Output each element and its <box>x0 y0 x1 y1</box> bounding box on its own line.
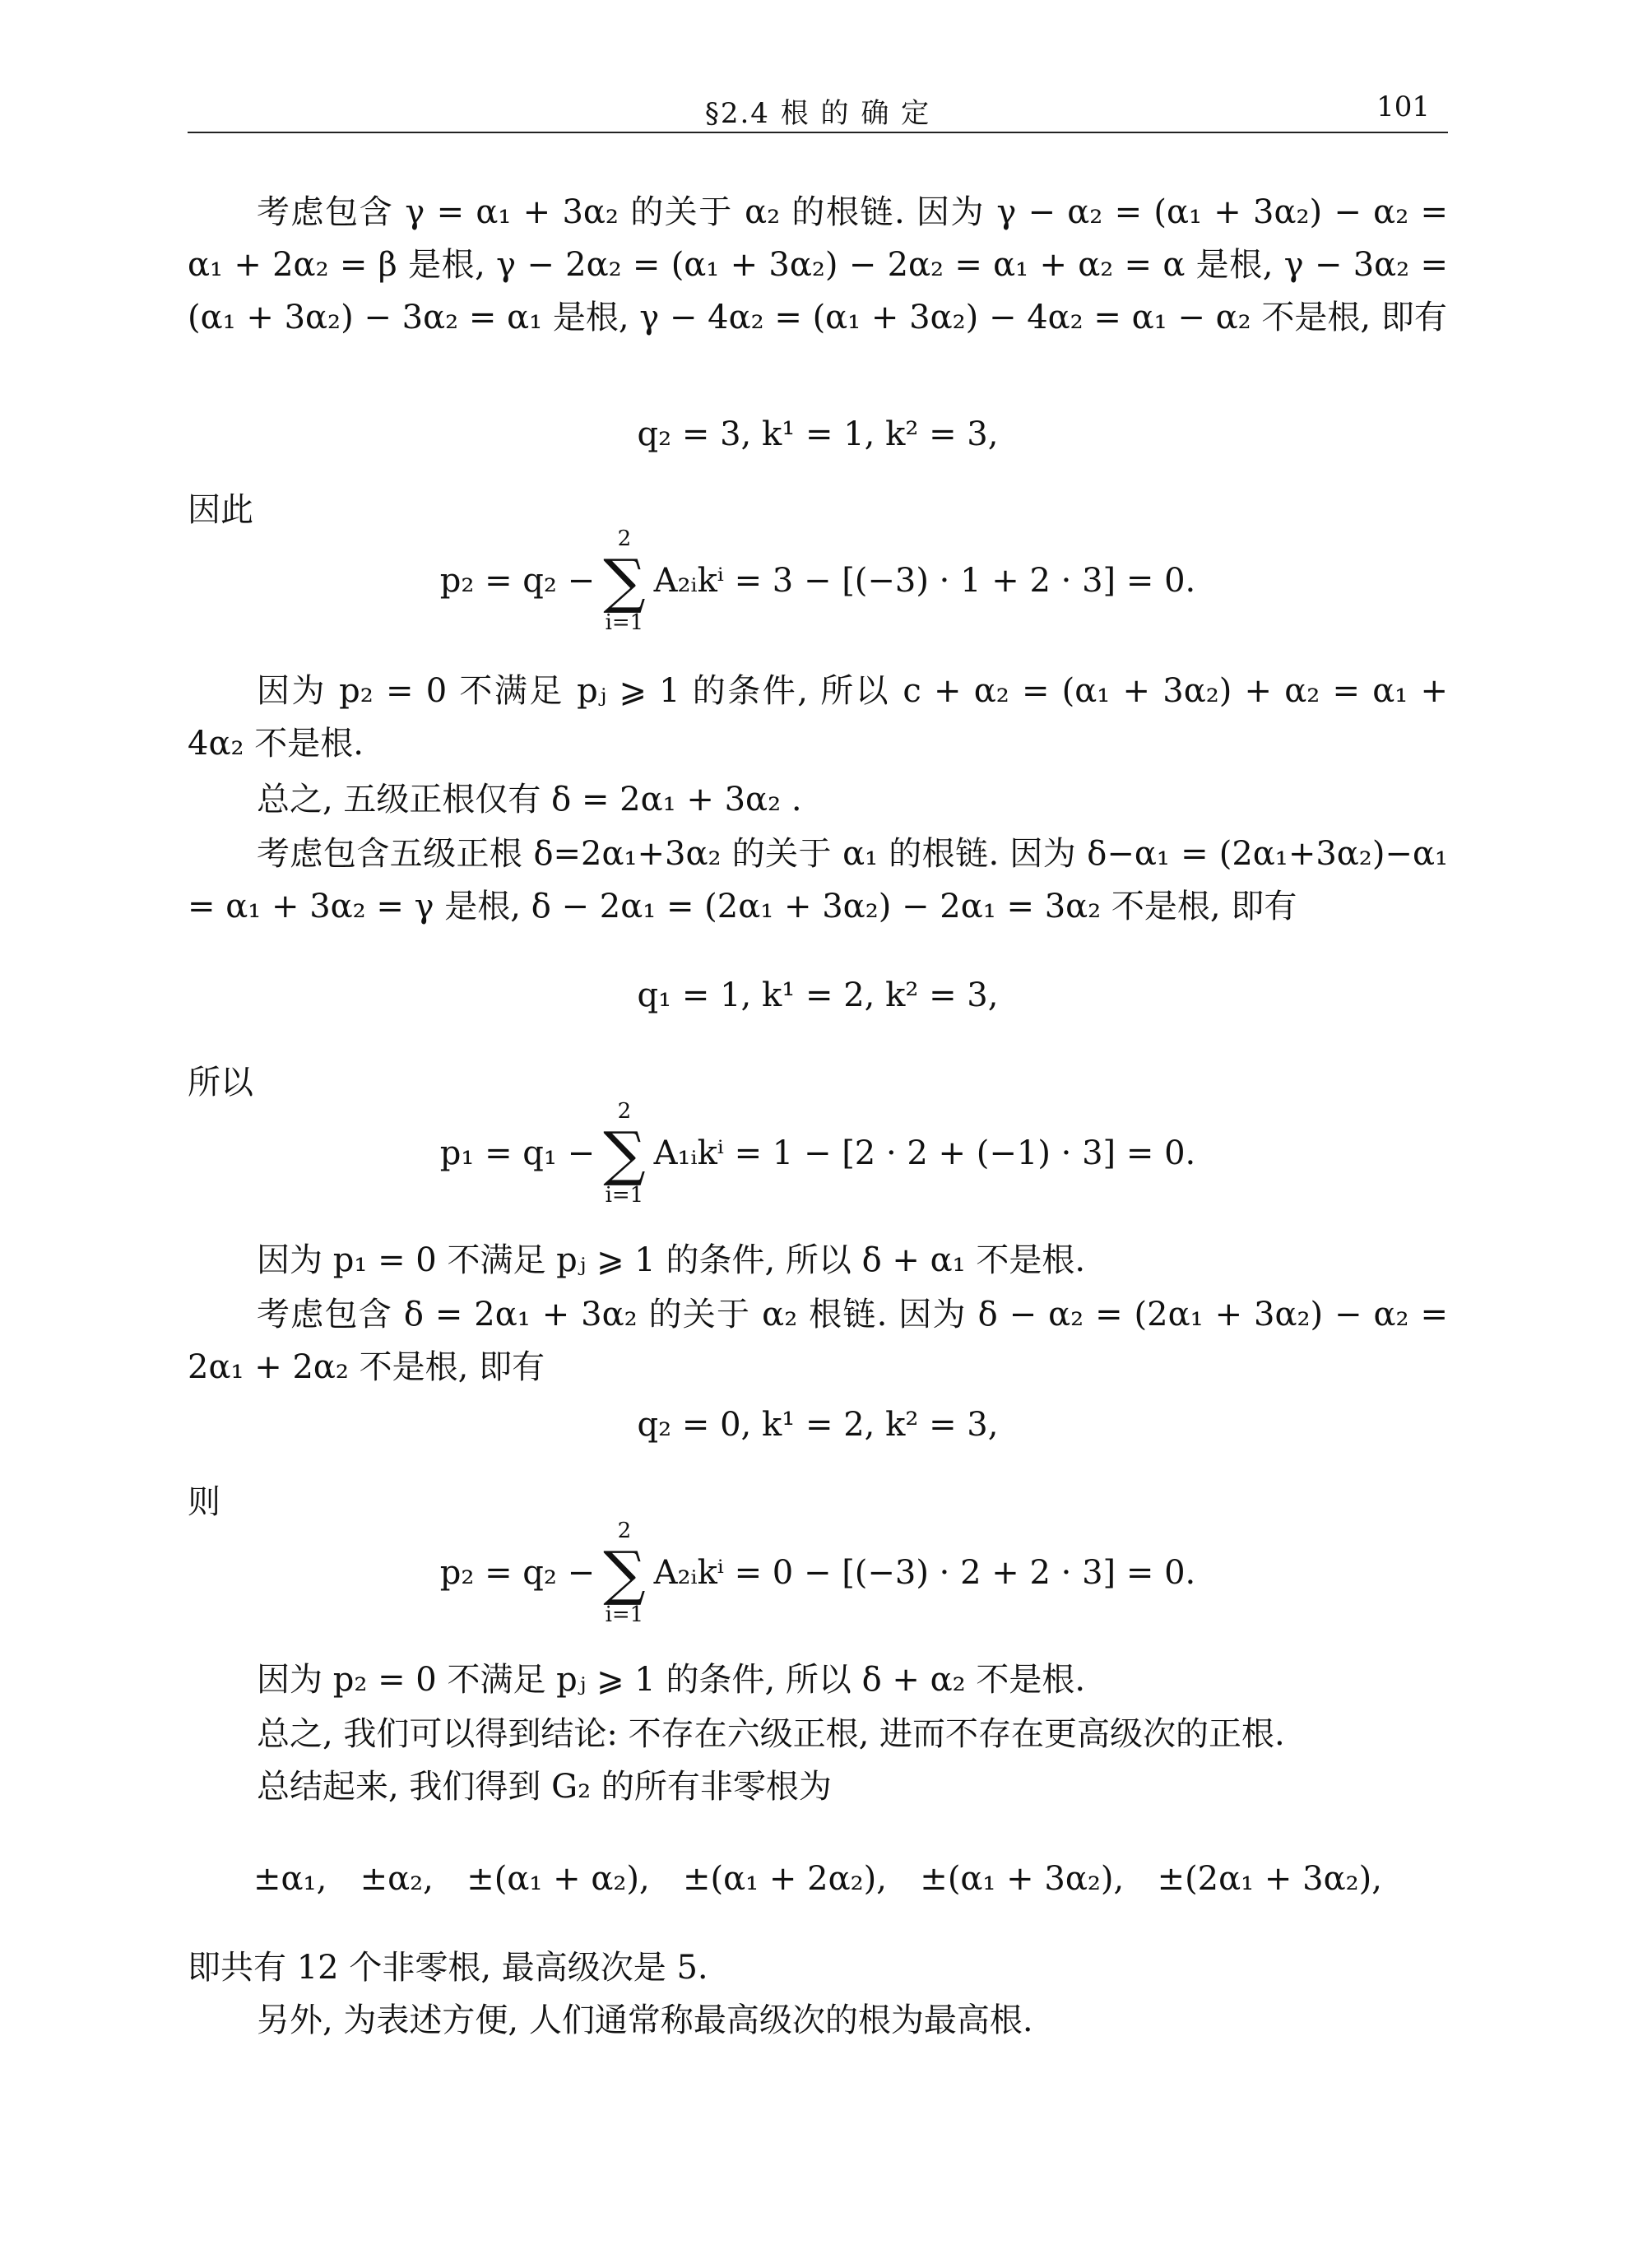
summation <box>603 1519 645 1627</box>
page-number: 101 <box>1376 90 1430 123</box>
paragraph-p2-condition: 因为 p₂ = 0 不满足 pⱼ ⩾ 1 的条件, 所以 c + α₂ = (α₁ + 3α₂) + α₂ = α₁ + 4α₂ 不是根. <box>188 672 1448 763</box>
paragraph-highest-root: 另外, 为表述方便, 人们通常称最高级次的根为最高根. <box>257 2001 1033 2039</box>
equation-p2-left: p₂ = q₂ − <box>439 562 596 600</box>
sum-upper-limit: 2 <box>617 1519 632 1543</box>
equation-p2-sum <box>188 526 1448 635</box>
sum-lower-limit: i=1 <box>605 1602 644 1627</box>
section-title: §2.4 根 的 确 定 <box>704 97 931 130</box>
equation-p1-sum <box>188 1099 1448 1208</box>
paragraph-p1-condition: 因为 p₁ = 0 不满足 pⱼ ⩾ 1 的条件, 所以 δ + α₁ 不是根. <box>257 1241 1086 1279</box>
sum-symbol: ∑ <box>603 1119 646 1188</box>
roots-list <box>188 1854 1448 1904</box>
label-so: 所以 <box>188 1064 253 1101</box>
equation-p2-second <box>188 1519 1448 1627</box>
equation-p1-right: A₁ᵢkⁱ = 1 − [2 · 2 + (−1) · 3] = 0. <box>653 1134 1196 1172</box>
paragraph-root-chain-delta-alpha1: 考虑包含五级正根 δ=2α₁+3α₂ 的关于 α₁ 的根链. 因为 δ−α₁ = (2α₁+3α₂)−α₁ = α₁ + 3α₂ = γ 是根, δ − 2α₁ = (2α₁ + 3α₂) − 2α₁ = 3α₂ 不是根, 即有 <box>188 835 1448 925</box>
label-therefore: 因此 <box>188 491 253 529</box>
root-item: ±(2α₁ + 3α₂), <box>1157 1860 1382 1898</box>
equation-p2b-right: A₂ᵢkⁱ = 0 − [(−3) · 2 + 2 · 3] = 0. <box>653 1554 1196 1592</box>
equation-q2-k: q₂ = 3, k¹ = 1, k² = 3, <box>637 415 999 453</box>
root-item: ±α₁, <box>253 1860 327 1898</box>
header-rule <box>188 132 1448 133</box>
paragraph-root-chain-delta-alpha2: 考虑包含 δ = 2α₁ + 3α₂ 的关于 α₂ 根链. 因为 δ − α₂ = (2α₁ + 3α₂) − α₂ = 2α₁ + 2α₂ 不是根, 即有 <box>188 1296 1448 1386</box>
equation-p2-right: A₂ᵢkⁱ = 3 − [(−3) · 1 + 2 · 3] = 0. <box>653 562 1196 600</box>
equation-p2b-left: p₂ = q₂ − <box>439 1554 596 1592</box>
paragraph-conclusion: 总之, 我们可以得到结论: 不存在六级正根, 进而不存在更高级次的正根. <box>257 1715 1285 1753</box>
paragraph-count: 即共有 12 个非零根, 最高级次是 5. <box>188 1949 708 1987</box>
root-item: ±(α₁ + α₂), <box>466 1860 650 1898</box>
label-then: 则 <box>188 1483 220 1521</box>
paragraph-p2b-condition: 因为 p₂ = 0 不满足 pⱼ ⩾ 1 的条件, 所以 δ + α₂ 不是根. <box>257 1661 1086 1699</box>
equation-p1-left: p₁ = q₁ − <box>439 1134 596 1172</box>
equation-q1-k: q₁ = 1, k¹ = 2, k² = 3, <box>637 976 999 1014</box>
paragraph-root-chain-gamma: 考虑包含 γ = α₁ + 3α₂ 的关于 α₂ 的根链. 因为 γ − α₂ = (α₁ + 3α₂) − α₂ = α₁ + 2α₂ = β 是根, γ − 2α₂ = (α₁ + 3α₂) − 2α₂ = α₁ + α₂ = α 是根, γ − 3α₂ = (α₁ + 3α₂) − 3α₂ = α₁ 是根, γ − 4α₂ = (α₁ + 3α₂) − 4α₂ = α₁ − α₂ 不是根, 即有 <box>188 193 1448 336</box>
sum-lower-limit: i=1 <box>605 1183 644 1208</box>
sum-symbol: ∑ <box>603 546 646 615</box>
paragraph-fifth-level: 总之, 五级正根仅有 δ = 2α₁ + 3α₂ . <box>257 781 802 819</box>
root-item: ±(α₁ + 3α₂), <box>920 1860 1125 1898</box>
root-item: ±(α₁ + 2α₂), <box>683 1860 887 1898</box>
running-header <box>188 90 1448 132</box>
summation <box>603 1099 645 1208</box>
sum-symbol: ∑ <box>603 1538 646 1607</box>
sum-upper-limit: 2 <box>617 526 632 551</box>
equation-q2-zero: q₂ = 0, k¹ = 2, k² = 3, <box>637 1406 999 1444</box>
sum-upper-limit: 2 <box>617 1099 632 1124</box>
summation <box>603 526 645 635</box>
root-item: ±α₂, <box>360 1860 434 1898</box>
paragraph-summary: 总结起来, 我们得到 G₂ 的所有非零根为 <box>257 1768 832 1806</box>
sum-lower-limit: i=1 <box>605 610 644 635</box>
